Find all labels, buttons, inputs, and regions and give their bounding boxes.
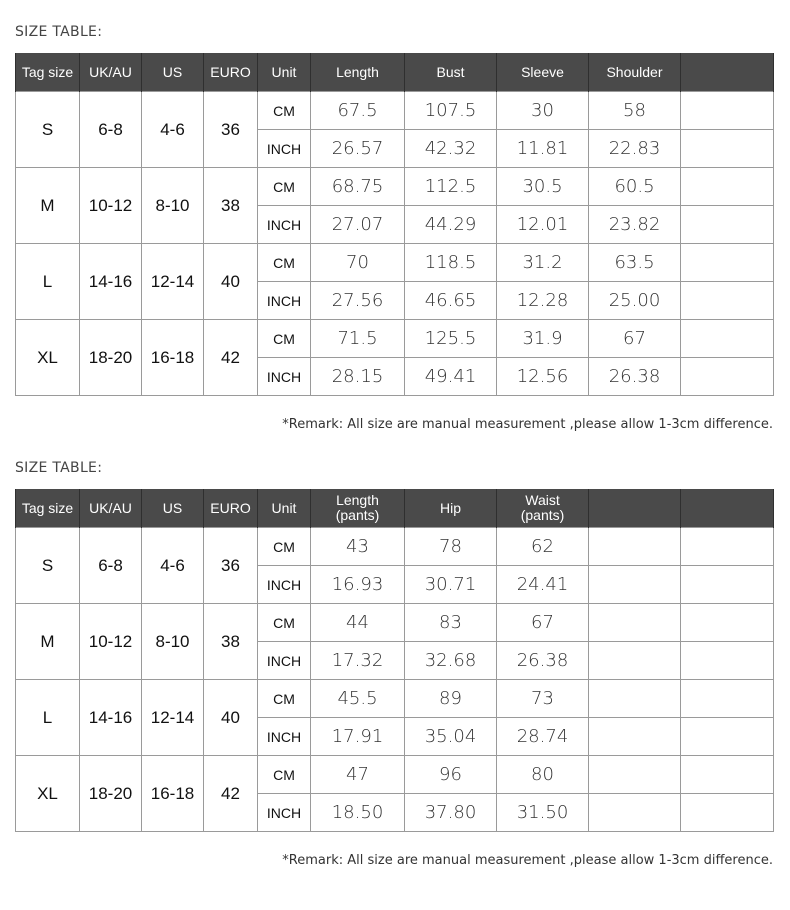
column-header: Tag size xyxy=(16,489,80,528)
euro-size-cell: 42 xyxy=(204,320,258,396)
measurement-cell xyxy=(681,244,774,282)
table-row xyxy=(16,528,774,566)
measurement-cell xyxy=(681,168,774,206)
measurement-cell: 63.5 xyxy=(589,244,681,282)
measurement-cell xyxy=(681,604,774,642)
tag-size-cell: S xyxy=(16,92,80,168)
column-header: US xyxy=(142,489,204,528)
table-row xyxy=(16,604,774,642)
measurement-cell: 67.5 xyxy=(311,92,405,130)
ukau-size-cell: 6-8 xyxy=(80,92,142,168)
measurement-cell: 30.5 xyxy=(497,168,589,206)
tag-size-cell: M xyxy=(16,168,80,244)
measurement-cell: 18.50 xyxy=(311,794,405,832)
unit-cell: INCH xyxy=(258,130,311,168)
column-header: Sleeve xyxy=(497,53,589,92)
unit-cell: INCH xyxy=(258,282,311,320)
measurement-cell: 125.5 xyxy=(405,320,497,358)
unit-cell: INCH xyxy=(258,642,311,680)
tag-size-cell: XL xyxy=(16,320,80,396)
measurement-cell: 12.01 xyxy=(497,206,589,244)
measurement-cell: 68.75 xyxy=(311,168,405,206)
measurement-cell: 73 xyxy=(497,680,589,718)
measurement-cell: 28.74 xyxy=(497,718,589,756)
measurement-cell: 26.38 xyxy=(497,642,589,680)
measurement-cell: 35.04 xyxy=(405,718,497,756)
table-row xyxy=(16,756,774,794)
remark-text: *Remark: All size are manual measurement ,please allow 1-3cm difference. xyxy=(282,853,773,868)
euro-size-cell: 38 xyxy=(204,168,258,244)
measurement-cell xyxy=(589,756,681,794)
measurement-cell: 31.2 xyxy=(497,244,589,282)
measurement-cell: 71.5 xyxy=(311,320,405,358)
header-row xyxy=(16,53,774,92)
measurement-cell: 27.07 xyxy=(311,206,405,244)
measurement-cell xyxy=(681,358,774,396)
measurement-cell: 26.38 xyxy=(589,358,681,396)
measurement-cell: 62 xyxy=(497,528,589,566)
column-header: EURO xyxy=(204,53,258,92)
column-header: Waist (pants) xyxy=(497,489,589,528)
measurement-cell xyxy=(589,528,681,566)
tag-size-cell: S xyxy=(16,528,80,604)
table-row xyxy=(16,168,774,206)
column-header xyxy=(681,489,774,528)
measurement-cell: 31.9 xyxy=(497,320,589,358)
measurement-cell xyxy=(589,642,681,680)
measurement-cell xyxy=(681,642,774,680)
euro-size-cell: 42 xyxy=(204,756,258,832)
unit-cell: CM xyxy=(258,680,311,718)
measurement-cell: 89 xyxy=(405,680,497,718)
column-header: Unit xyxy=(258,53,311,92)
measurement-cell: 46.65 xyxy=(405,282,497,320)
measurement-cell xyxy=(589,604,681,642)
header-row xyxy=(16,489,774,528)
measurement-cell xyxy=(681,320,774,358)
measurement-cell xyxy=(589,794,681,832)
tag-size-cell: L xyxy=(16,680,80,756)
measurement-cell: 44.29 xyxy=(405,206,497,244)
ukau-size-cell: 18-20 xyxy=(80,756,142,832)
measurement-cell: 30.71 xyxy=(405,566,497,604)
column-header xyxy=(681,53,774,92)
unit-cell: CM xyxy=(258,604,311,642)
measurement-cell: 12.56 xyxy=(497,358,589,396)
size-table-section-top xyxy=(15,0,773,440)
euro-size-cell: 36 xyxy=(204,528,258,604)
table-row xyxy=(16,680,774,718)
measurement-cell: 80 xyxy=(497,756,589,794)
measurement-cell: 112.5 xyxy=(405,168,497,206)
table-row xyxy=(16,320,774,358)
measurement-cell xyxy=(681,282,774,320)
measurement-cell: 78 xyxy=(405,528,497,566)
column-header: EURO xyxy=(204,489,258,528)
measurement-cell: 60.5 xyxy=(589,168,681,206)
measurement-cell: 83 xyxy=(405,604,497,642)
measurement-cell: 27.56 xyxy=(311,282,405,320)
us-size-cell: 16-18 xyxy=(142,320,204,396)
measurement-cell: 25.00 xyxy=(589,282,681,320)
measurement-cell: 49.41 xyxy=(405,358,497,396)
measurement-cell: 30 xyxy=(497,92,589,130)
unit-cell: CM xyxy=(258,168,311,206)
measurement-cell: 45.5 xyxy=(311,680,405,718)
unit-cell: CM xyxy=(258,756,311,794)
measurement-cell xyxy=(681,206,774,244)
measurement-cell: 22.83 xyxy=(589,130,681,168)
us-size-cell: 16-18 xyxy=(142,756,204,832)
unit-cell: INCH xyxy=(258,358,311,396)
table-row xyxy=(16,244,774,282)
measurement-cell: 16.93 xyxy=(311,566,405,604)
remark-text: *Remark: All size are manual measurement ,please allow 1-3cm difference. xyxy=(282,417,773,432)
unit-cell: CM xyxy=(258,320,311,358)
measurement-cell: 26.57 xyxy=(311,130,405,168)
measurement-cell: 67 xyxy=(589,320,681,358)
measurement-cell: 11.81 xyxy=(497,130,589,168)
column-header: US xyxy=(142,53,204,92)
measurement-cell: 28.15 xyxy=(311,358,405,396)
us-size-cell: 4-6 xyxy=(142,528,204,604)
euro-size-cell: 40 xyxy=(204,244,258,320)
measurement-cell xyxy=(681,566,774,604)
unit-cell: INCH xyxy=(258,206,311,244)
measurement-cell: 42.32 xyxy=(405,130,497,168)
measurement-cell xyxy=(681,528,774,566)
measurement-cell: 44 xyxy=(311,604,405,642)
section-title: SIZE TABLE: xyxy=(15,24,103,40)
column-header: Tag size xyxy=(16,53,80,92)
column-header: Hip xyxy=(405,489,497,528)
measurement-cell xyxy=(589,718,681,756)
unit-cell: INCH xyxy=(258,794,311,832)
measurement-cell: 17.32 xyxy=(311,642,405,680)
measurement-cell: 12.28 xyxy=(497,282,589,320)
measurement-cell: 43 xyxy=(311,528,405,566)
ukau-size-cell: 10-12 xyxy=(80,604,142,680)
measurement-cell xyxy=(681,794,774,832)
measurement-cell: 23.82 xyxy=(589,206,681,244)
unit-cell: INCH xyxy=(258,566,311,604)
measurement-cell: 67 xyxy=(497,604,589,642)
size-table-section-bottom xyxy=(15,440,773,880)
measurement-cell: 118.5 xyxy=(405,244,497,282)
column-header: Bust xyxy=(405,53,497,92)
measurement-cell: 17.91 xyxy=(311,718,405,756)
ukau-size-cell: 6-8 xyxy=(80,528,142,604)
us-size-cell: 12-14 xyxy=(142,244,204,320)
measurement-cell xyxy=(589,566,681,604)
column-header: Unit xyxy=(258,489,311,528)
size-table-bottom xyxy=(15,489,774,832)
table-row xyxy=(16,92,774,130)
measurement-cell: 47 xyxy=(311,756,405,794)
section-title: SIZE TABLE: xyxy=(15,460,103,476)
us-size-cell: 12-14 xyxy=(142,680,204,756)
measurement-cell: 70 xyxy=(311,244,405,282)
measurement-cell xyxy=(681,92,774,130)
measurement-cell xyxy=(681,718,774,756)
size-table-top xyxy=(15,53,774,396)
unit-cell: CM xyxy=(258,244,311,282)
measurement-cell xyxy=(589,680,681,718)
column-header: UK/AU xyxy=(80,489,142,528)
column-header: Length (pants) xyxy=(311,489,405,528)
measurement-cell: 96 xyxy=(405,756,497,794)
unit-cell: CM xyxy=(258,92,311,130)
column-header: Length xyxy=(311,53,405,92)
measurement-cell xyxy=(681,130,774,168)
measurement-cell: 107.5 xyxy=(405,92,497,130)
measurement-cell: 32.68 xyxy=(405,642,497,680)
measurement-cell xyxy=(681,756,774,794)
us-size-cell: 4-6 xyxy=(142,92,204,168)
measurement-cell: 37.80 xyxy=(405,794,497,832)
tag-size-cell: M xyxy=(16,604,80,680)
unit-cell: INCH xyxy=(258,718,311,756)
ukau-size-cell: 10-12 xyxy=(80,168,142,244)
column-header xyxy=(589,489,681,528)
unit-cell: CM xyxy=(258,528,311,566)
measurement-cell: 58 xyxy=(589,92,681,130)
measurement-cell: 31.50 xyxy=(497,794,589,832)
ukau-size-cell: 14-16 xyxy=(80,244,142,320)
measurement-cell xyxy=(681,680,774,718)
tag-size-cell: L xyxy=(16,244,80,320)
column-header: UK/AU xyxy=(80,53,142,92)
us-size-cell: 8-10 xyxy=(142,604,204,680)
euro-size-cell: 40 xyxy=(204,680,258,756)
euro-size-cell: 38 xyxy=(204,604,258,680)
tag-size-cell: XL xyxy=(16,756,80,832)
euro-size-cell: 36 xyxy=(204,92,258,168)
ukau-size-cell: 14-16 xyxy=(80,680,142,756)
ukau-size-cell: 18-20 xyxy=(80,320,142,396)
column-header: Shoulder xyxy=(589,53,681,92)
us-size-cell: 8-10 xyxy=(142,168,204,244)
measurement-cell: 24.41 xyxy=(497,566,589,604)
